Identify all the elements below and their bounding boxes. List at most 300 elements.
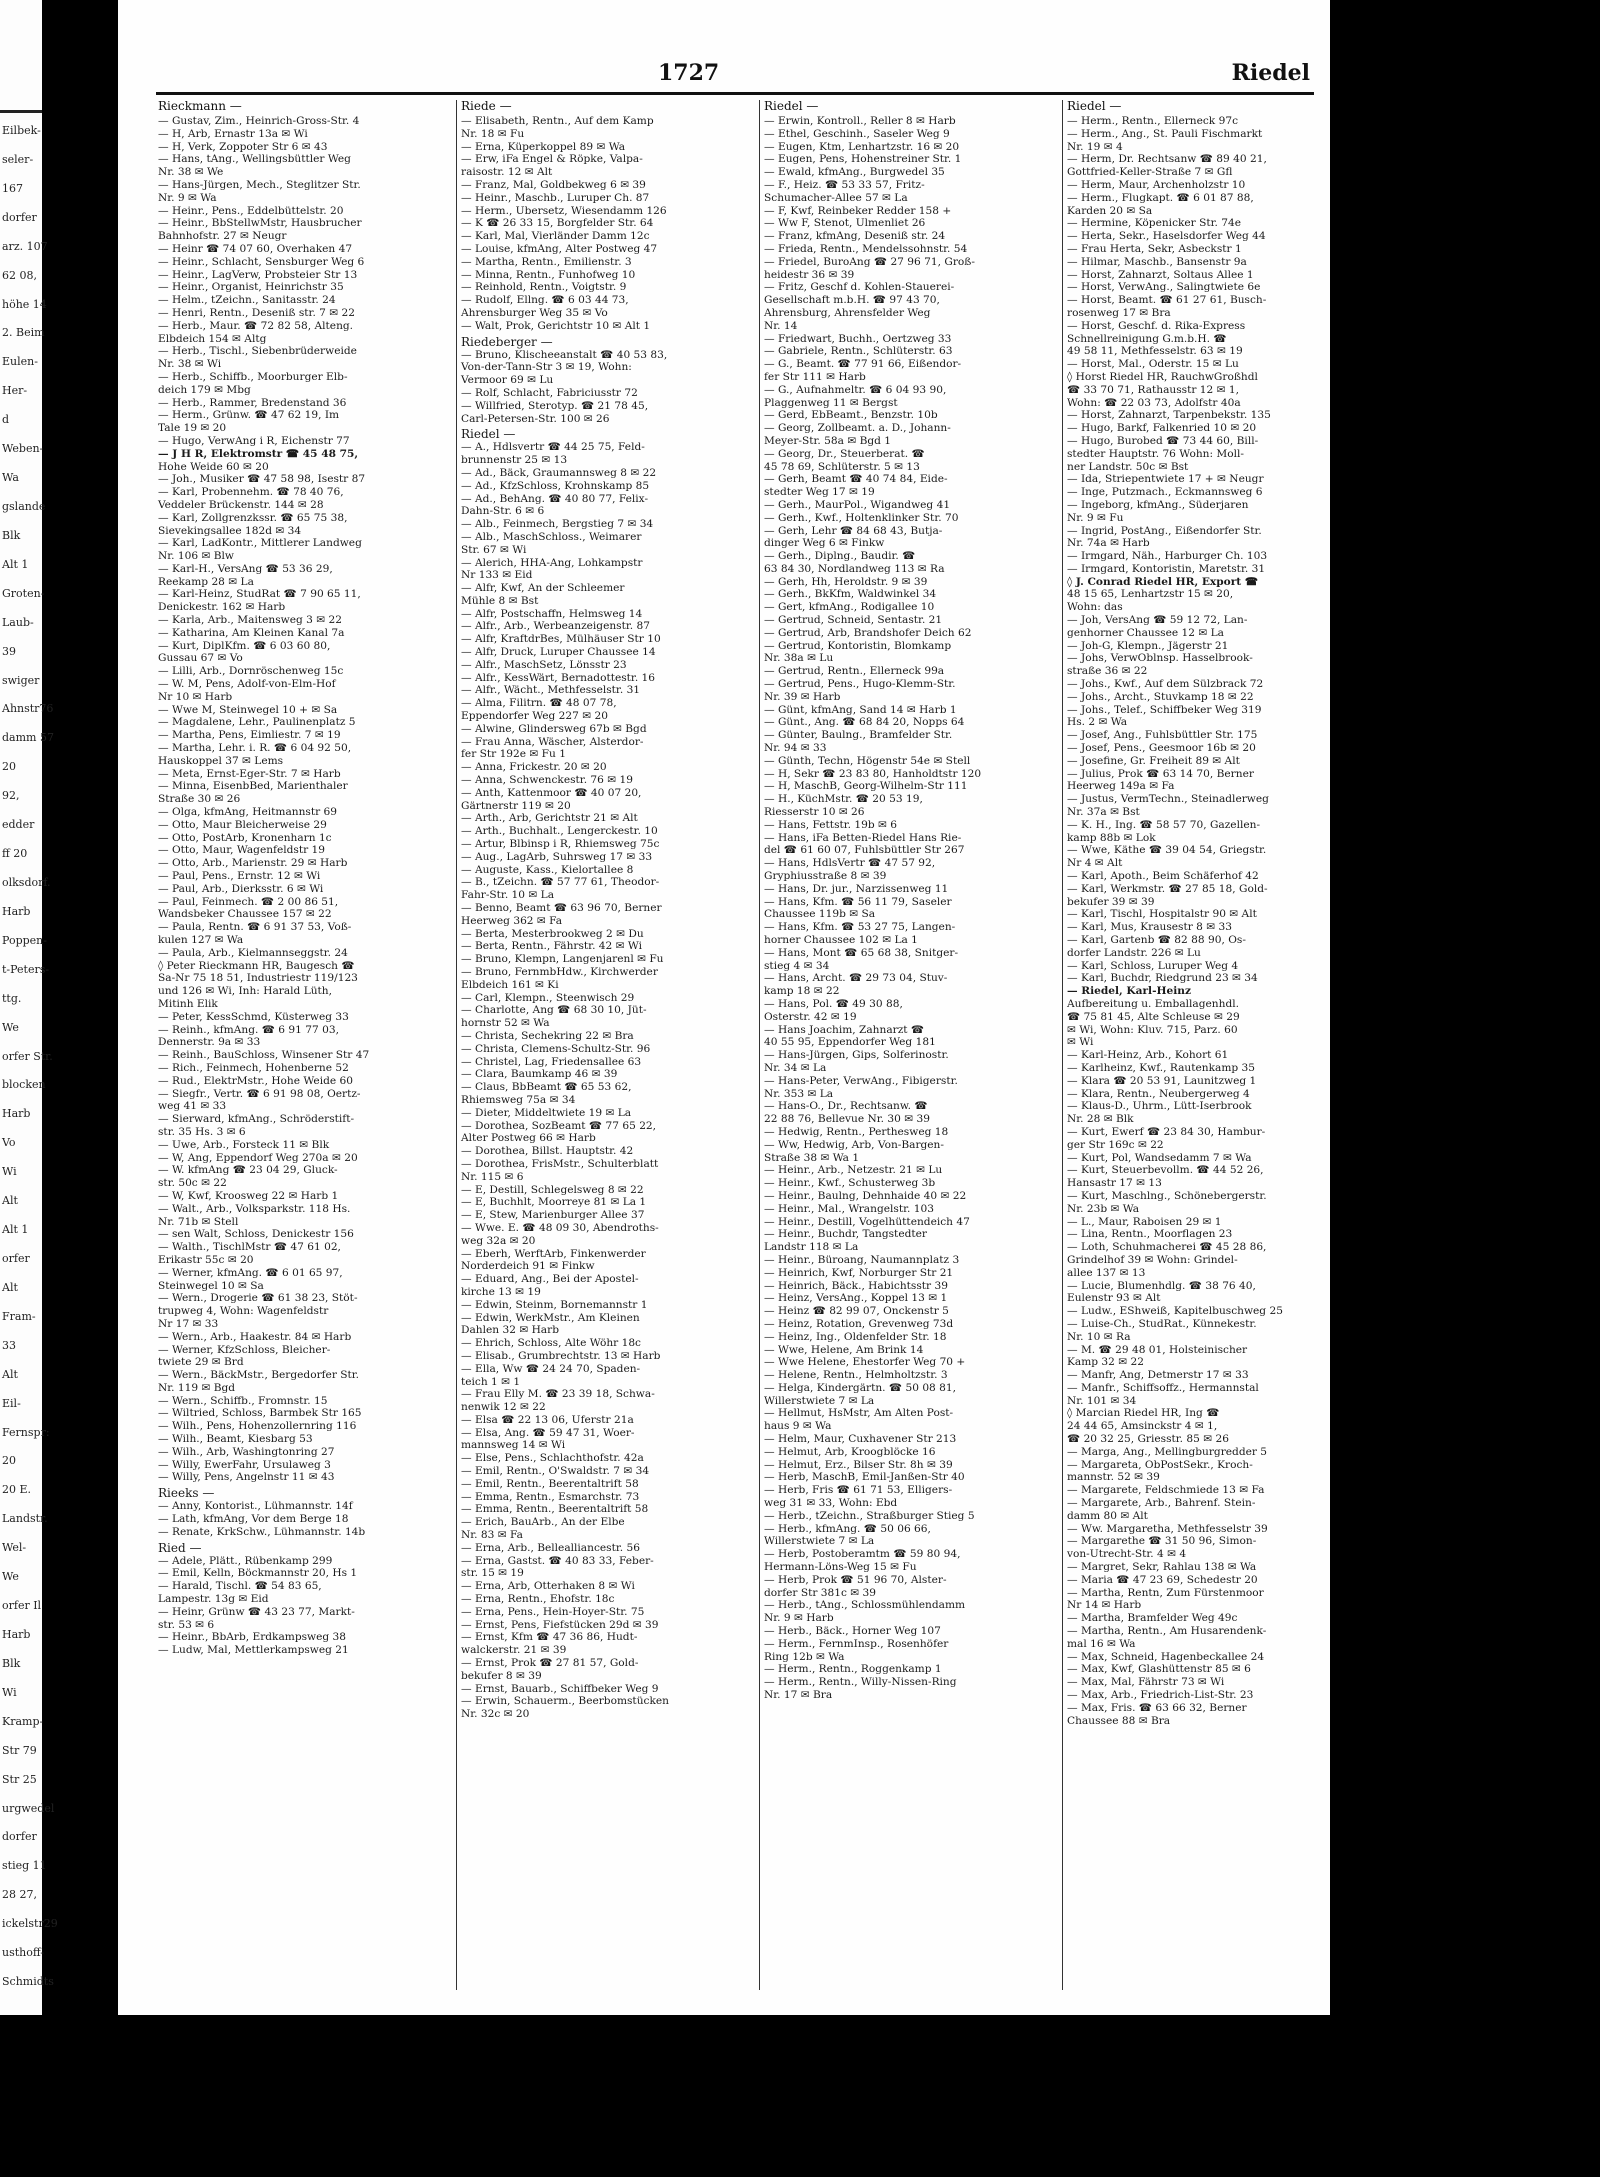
directory-entry: Nr. 14 [764,319,798,332]
directory-entry: Nr. 9 ✉ Fu [1067,511,1124,524]
directory-entry: — Manfr., Schiffsoffz., Hermannstal [1067,1381,1259,1394]
directory-entry: — Paula, Arb., Kielmannseggstr. 24 [158,946,348,959]
directory-entry: — Gerd, EbBeamt., Benzstr. 10b [764,409,938,422]
directory-entry: — E, Buchhlt, Moorreye 81 ✉ La 1 [461,1196,647,1209]
directory-entry: ◊ Peter Rieckmann HR, Baugesch ☎ [158,959,355,972]
directory-entry: — Reinh., kfmAng. ☎ 6 91 77 03, [158,1023,339,1036]
directory-entry: — Henri, Rentn., Deseniß str. 7 ✉ 22 [158,306,356,319]
directory-entry: — Olga, kfmAng, Heitmannstr 69 [158,806,338,819]
directory-entry: — Alb., MaschSchloss., Weimarer [461,530,642,543]
directory-entry: — Martha, Rentn., Am Husarendenk- [1067,1625,1267,1638]
directory-entry: — Charlotte, Ang ☎ 68 30 10, Jüt- [461,1004,647,1017]
directory-entry: Gussau 67 ✉ Vo [158,652,243,665]
directory-entry: — Ehrich, Schloss, Alte Wöhr 18c [461,1337,641,1350]
directory-entry: Meyer-Str. 58a ✉ Bgd 1 [764,434,892,447]
directory-entry: — Else, Pens., Schlachthofstr. 42a [461,1452,644,1465]
entry-list [158,115,450,1657]
fragment-text: 39 [2,644,16,658]
directory-entry: — Otto, PostArb, Kronenharn 1c [158,831,332,844]
directory-entry: — Eberh, WerftArb, Finkenwerder [461,1247,646,1260]
directory-entry: Erikastr 55c ✉ 20 [158,1253,254,1266]
fragment-text: arz. 107 [2,239,48,253]
fragment-text: stieg 11 [2,1859,47,1873]
directory-entry: Nr 17 ✉ 33 [158,1317,219,1330]
directory-entry: Gesellschaft m.b.H. ☎ 97 43 70, [764,294,940,307]
directory-entry: — Katharina, Am Kleinen Kanal 7a [158,626,345,639]
directory-entry: 49 58 11, Methfesselstr. 63 ✉ 19 [1067,345,1243,358]
directory-entry: — Günth, Techn, Högenstr 54e ✉ Stell [764,754,971,767]
directory-entry: — Margareta, ObPostSekr., Kroch- [1067,1458,1253,1471]
fragment-text: 92, [2,789,20,803]
directory-entry: Nr. 353 ✉ La [764,1087,834,1100]
directory-entry: — Margarete, Arb., Bahrenf. Stein- [1067,1497,1256,1510]
directory-entry: — Artur, Blbinsp i R, Rhiemsweg 75c [461,838,660,851]
directory-entry: — Eugen, Ktm, Lenhartzstr. 16 ✉ 20 [764,140,960,153]
directory-entry: — Hans-Peter, VerwAng., Fibigerstr. [764,1074,958,1087]
fragment-text: usthoff- [2,1946,44,1960]
directory-entry: — Klara ☎ 20 53 91, Launitzweg 1 [1067,1074,1257,1087]
directory-entry: Fahr-Str. 10 ✉ La [461,889,555,902]
directory-entry: Lampestr. 13g ✉ Eid [158,1593,269,1606]
directory-entry: — Karl, Probennehm. ☎ 78 40 76, [158,486,344,499]
fragment-text: dorfer [2,1830,37,1844]
directory-entry: — Emil, Rentn., Beerentaltrift 58 [461,1477,639,1490]
directory-entry: — Hans, Fettstr. 19b ✉ 6 [764,818,898,831]
directory-entry: — Arth., Arb, Gerichtstr 21 ✉ Alt [461,812,638,825]
fragment-text: swiger [2,673,40,687]
directory-entry: — Dorothea, SozBeamt ☎ 77 65 22, [461,1119,657,1132]
fragment-text: Vo [2,1136,16,1150]
directory-entry: — G., Beamt. ☎ 77 91 66, Eißendor- [764,358,962,371]
directory-entry: Nr. 106 ✉ Blw [158,550,234,563]
directory-entry: — Ad., KfzSchloss, Krohnskamp 85 [461,479,650,492]
directory-entry: Nr. 94 ✉ 33 [764,742,827,755]
directory-entry: — Herb., tZeichn., Straßburger Stieg 5 [764,1509,975,1522]
directory-entry: Gottfried-Keller-Straße 7 ✉ Gfl [1067,166,1233,179]
fragment-text: Blk [2,1656,21,1670]
directory-entry: Carl-Petersen-Str. 100 ✉ 26 [461,412,610,425]
directory-entry: — Minna, Rentn., Funhofweg 10 [461,268,636,281]
directory-entry: — Erich, BauArb., An der Elbe [461,1516,625,1529]
directory-entry: — Hans-Jürgen, Mech., Steglitzer Str. [158,178,361,191]
directory-entry: del ☎ 61 60 07, Fuhlsbüttler Str 267 [764,844,965,857]
directory-entry: — Auguste, Kass., Kielortallee 8 [461,863,634,876]
previous-page-rule [0,110,42,113]
directory-entry: — Erna, Pens., Hein-Hoyer-Str. 75 [461,1605,645,1618]
directory-entry: — Gerh., Diplng., Baudir. ☎ [764,550,916,563]
directory-entry: — Wilh., Arb, Washingtonring 27 [158,1445,335,1458]
directory-entry: — Fritz, Geschf d. Kohlen-Stauerei- [764,281,955,294]
directory-entry: — Franz, kfmAng, Deseniß str. 24 [764,230,946,243]
directory-entry: 48 15 65, Lenhartzstr 15 ✉ 20, [1067,588,1234,601]
directory-entry: — Herb, Prok ☎ 51 96 70, Alster- [764,1573,947,1586]
directory-entry: — Harald, Tischl. ☎ 54 83 65, [158,1580,322,1593]
directory-entry: — Hugo, VerwAng i R, Eichenstr 77 [158,434,350,447]
directory-entry: Hohe Weide 60 ✉ 20 [158,460,269,473]
directory-entry: — Manfr, Ang, Detmerstr 17 ✉ 33 [1067,1369,1249,1382]
directory-entry: — Heinr., Buchdr, Tangstedter [764,1228,927,1241]
directory-entry: Sa-Nr 75 18 51, Industriestr 119/123 [158,972,358,985]
directory-entry: — Luise-Ch., StudRat., Künnekestr. [1067,1317,1257,1330]
directory-entry: Sievekingsallee 182d ✉ 34 [158,524,302,537]
directory-page [118,0,1330,2015]
directory-entry: — Karl, LadKontr., Mittlerer Landweg [158,537,362,550]
directory-entry: — Günt, kfmAng, Sand 14 ✉ Harb 1 [764,703,957,716]
directory-entry: — Ludw., EShweiß, Kapitelbuschweg 25 [1067,1305,1283,1318]
directory-entry: Nr. 38 ✉ We [158,166,224,179]
directory-entry: — Riedel, Karl-Heinz [1067,985,1191,998]
directory-entry: — A., Hdlsvertr ☎ 44 25 75, Feld- [461,441,645,454]
directory-entry: — Hans, Archt. ☎ 29 73 04, Stuv- [764,972,948,985]
directory-entry: raisostr. 12 ✉ Alt [461,166,553,179]
directory-entry: — Werner, KfzSchloss, Bleicher- [158,1343,331,1356]
surname-heading: Rieeks — [158,1486,215,1501]
directory-entry: — Carl, Klempn., Steenwisch 29 [461,991,635,1004]
directory-entry: — Wern., BäckMstr., Bergedorfer Str. [158,1369,360,1382]
directory-entry: — Max, Fris. ☎ 63 66 32, Berner [1067,1701,1247,1714]
directory-entry: — Elsa ☎ 22 13 06, Uferstr 21a [461,1413,634,1426]
directory-entry: — Ludw, Mal, Mettlerkampsweg 21 [158,1644,349,1657]
directory-entry: — Gerh., BkKfm, Waldwinkel 34 [764,588,937,601]
page-number: 1727 [658,60,720,86]
directory-entry: Steinwegel 10 ✉ Sa [158,1279,264,1292]
directory-entry: — Herm., Rentn., Roggenkamp 1 [764,1663,942,1676]
directory-entry: — Bruno, FernmbHdw., Kirchwerder [461,966,658,978]
fragment-text: orfer [2,1252,30,1265]
directory-entry: — Johs., Archt., Stuvkamp 18 ✉ 22 [1067,690,1254,703]
directory-entry: — Heinr., BbArb, Erdkampsweg 38 [158,1631,347,1644]
directory-entry: Tale 19 ✉ 20 [158,422,227,435]
directory-entry: — Alb., Feinmech, Bergstieg 7 ✉ 34 [461,518,654,531]
directory-entry: — Herb., Schiffb., Moorburger Elb- [158,370,348,383]
fragment-text: Weben- [2,442,44,456]
directory-entry: — Ad., BehAng. ☎ 40 80 77, Felix- [461,492,649,505]
directory-entry: straße 36 ✉ 22 [1067,665,1148,678]
directory-entry: — Hans, iFa Betten-Riedel Hans Rie- [764,831,962,844]
directory-entry: — Heinz, Rotation, Grevenweg 73d [764,1317,954,1330]
directory-entry: — H, Sekr ☎ 23 83 80, Hanholdtstr 120 [764,767,982,780]
directory-entry: — Max, Mal, Fährstr 73 ✉ Wi [1067,1676,1225,1689]
directory-entry: — Heinr., Maschb., Luruper Ch. 87 [461,191,650,204]
directory-entry: — Siegfr., Vertr. ☎ 6 91 98 08, Oertz- [158,1087,361,1100]
directory-entry: — Otto, Arb., Marienstr. 29 ✉ Harb [158,857,348,870]
fragment-text: urgwedel [2,1801,55,1815]
directory-entry: — Herm., FernmInsp., Rosenhöfer [764,1637,949,1650]
directory-entry: — Gerh, Hh, Heroldstr. 9 ✉ 39 [764,575,928,588]
directory-entry: dinger Weg 6 ✉ Finkw [764,537,885,550]
directory-entry: Ahrensburg, Ahrensfelder Weg [764,306,931,319]
directory-entry: — Karl-Heinz, Arb., Kohort 61 [1067,1049,1229,1062]
directory-entry: — Ingrid, PostAng., Eißendorfer Str. [1067,524,1262,537]
directory-entry: — Wwe M, Steinwegel 10 + ✉ Sa [158,703,338,716]
fragment-text: orfer Str. [2,1049,53,1063]
directory-entry: Willerstwiete 7 ✉ La [764,1535,875,1548]
directory-entry: — Herm., Grünw. ☎ 47 62 19, Im [158,409,340,422]
directory-entry: — Friedel, BuroAng ☎ 27 96 71, Groß- [764,255,975,268]
fragment-text: Landstr. [2,1512,48,1526]
directory-entry: mannsweg 14 ✉ Wi [461,1439,566,1452]
directory-entry: — Herb., tAng., Schlossmühlendamm [764,1599,966,1612]
directory-entry: — Christel, Lag, Friedensallee 63 [461,1055,642,1068]
directory-entry: str. 35 Hs. 3 ✉ 6 [158,1125,246,1138]
directory-entry: — Heinr., Baulng, Dehnhaide 40 ✉ 22 [764,1189,967,1202]
directory-entry: genhorner Chaussee 12 ✉ La [1067,626,1224,639]
directory-entry: — Minna, EisenbBed, Marienthaler [158,780,348,793]
directory-entry: — Dorothea, Billst. Hauptstr. 42 [461,1145,634,1158]
directory-entry: — Horst, Geschf. d. Rika-Express [1067,319,1246,332]
fragment-text: ff 20 [2,847,28,861]
directory-entry: — K. H., Ing. ☎ 58 57 70, Gazellen- [1067,818,1261,831]
directory-entry: — Joh, VersAng ☎ 59 12 72, Lan- [1067,614,1248,627]
directory-entry: Nr. 32c ✉ 20 [461,1708,530,1721]
directory-entry: hornstr 52 ✉ Wa [461,1017,550,1030]
directory-entry: str. 50c ✉ 22 [158,1177,227,1190]
fragment-text: We [2,1020,19,1034]
directory-entry: — Arth., Buchhalt., Lengerckestr. 10 [461,825,658,838]
directory-entry: — Karl, Apoth., Beim Schäferhof 42 [1067,870,1259,883]
directory-entry: — Erna, Küperkoppel 89 ✉ Wa [461,140,626,153]
directory-entry: nenwik 12 ✉ 22 [461,1401,546,1414]
directory-entry: Straße 38 ✉ Wa 1 [764,1151,860,1164]
directory-entry: — Heinr., Büroang, Naumannplatz 3 [764,1253,960,1266]
directory-entry: — Martha, Pens, Eimliestr. 7 ✉ 19 [158,729,341,742]
fragment-text: orfer Il [2,1599,42,1613]
column-2 [461,100,753,1721]
directory-entry: — Hans-Jürgen, Gips, Solferinostr. [764,1049,949,1062]
directory-entry: fer Str 111 ✉ Harb [764,370,866,383]
directory-entry: — E, Stew, Marienburger Allee 37 [461,1209,645,1222]
directory-entry: — Herb., Tischl., Siebenbrüderweide [158,345,357,358]
directory-entry: — Frieda, Rentn., Mendelssohnstr. 54 [764,242,968,255]
fragment-text: Wi [2,1165,17,1179]
directory-entry: — Ewald, kfmAng., Burgwedel 35 [764,166,945,179]
directory-entry: Nr. 18 ✉ Fu [461,127,525,140]
directory-entry: Nr. 37a ✉ Bst [1067,806,1140,819]
directory-entry: — Eugen, Pens, Hohenstreiner Str. 1 [764,153,962,166]
directory-entry: Straße 30 ✉ 26 [158,793,241,806]
directory-entry: — Heinr ☎ 74 07 60, Overhaken 47 [158,242,353,255]
directory-entry: Nr. 10 ✉ Ra [1067,1330,1131,1343]
directory-entry: — Reinhold, Rentn., Voigtstr. 9 [461,281,627,294]
directory-entry: — Herb., Bäck., Horner Weg 107 [764,1625,941,1638]
directory-entry: — Heinr., Mal., Wrangelstr. 103 [764,1202,934,1215]
directory-entry: — Alfr, Kwf, An der Schleemer [461,582,625,595]
fragment-text: Alt 1 [2,1223,29,1237]
fragment-text: ickelstr29 [2,1917,58,1931]
directory-entry: — Emma, Rentn., Esmarchstr. 73 [461,1490,640,1503]
directory-entry: 24 44 65, Amsinckstr 4 ✉ 1, [1067,1420,1218,1433]
directory-entry: Nr. 34 ✉ La [764,1061,827,1074]
directory-entry: — Helm., tZeichn., Sanitasstr. 24 [158,294,336,307]
fragment-text: gslande [2,500,46,513]
directory-entry: — Martha, Lehr. i. R. ☎ 6 04 92 50, [158,742,352,755]
directory-entry: — Inge, Putzmach., Eckmannsweg 6 [1067,486,1263,499]
directory-entry: — J H R, Elektromstr ☎ 45 48 75, [158,447,359,460]
directory-entry: — Ww F, Stenot, Ulmenliet 26 [764,217,926,230]
directory-entry: — Otto, Maur, Wagenfeldstr 19 [158,844,326,857]
directory-entry: — Gert, kfmAng., Rodigallee 10 [764,601,935,614]
directory-entry: — Herm., Flugkapt. ☎ 6 01 87 88, [1067,191,1254,204]
directory-entry: Nr. 9 ✉ Harb [764,1612,834,1625]
directory-entry: — Gerh., MaurPol., Wigandweg 41 [764,498,951,511]
directory-entry: Alter Postweg 66 ✉ Harb [461,1132,596,1145]
directory-entry: — Karl, Schloss, Luruper Weg 4 [1067,959,1239,972]
directory-entry: — Alfr, Druck, Luruper Chaussee 14 [461,646,656,659]
fragment-text: d [2,413,10,427]
directory-entry: — Josef, Ang., Fuhlsbüttler Str. 175 [1067,729,1258,742]
directory-entry: — Herb., kfmAng. ☎ 50 06 66, [764,1522,931,1535]
fragment-text: Poppen- [2,933,47,947]
directory-entry: Nr. 119 ✉ Bgd [158,1381,236,1394]
directory-entry: — Herm., Ubersetz, Wiesendamm 126 [461,204,667,217]
directory-entry: Rhiemsweg 75a ✉ 34 [461,1093,576,1106]
directory-entry: — Helmut, Arb, Kroogblöcke 16 [764,1445,936,1458]
fragment-text: Alt [2,1367,18,1381]
directory-entry: bekufer 39 ✉ 39 [1067,895,1155,908]
directory-entry: — Hans, Mont ☎ 65 68 38, Snitger- [764,946,959,959]
directory-entry: — Irmgard, Kontoristin, Maretstr. 31 [1067,562,1266,575]
directory-entry: — Horst, VerwAng., Salingtwiete 6e [1067,281,1261,294]
directory-entry: walckerstr. 21 ✉ 39 [461,1644,567,1657]
directory-entry: — W, Kwf, Kroosweg 22 ✉ Harb 1 [158,1189,339,1202]
fragment-text: 167 [2,181,23,195]
fragment-text: 62 08, [2,268,37,282]
directory-entry: Dahn-Str. 6 ✉ 6 [461,505,545,518]
directory-entry: Nr. 9 ✉ Wa [158,191,217,204]
directory-entry: — Johs., Kwf., Auf dem Sülzbrack 72 [1067,678,1264,691]
directory-entry: — Lucie, Blumenhdlg. ☎ 38 76 40, [1067,1279,1256,1292]
directory-entry: — L., Maur, Raboisen 29 ✉ 1 [1067,1215,1222,1228]
directory-entry: — Alma, Filitrn. ☎ 48 07 78, [461,697,617,710]
directory-entry: — Berta, Mesterbrookweg 2 ✉ Du [461,927,644,940]
directory-entry: — Wilh., Pens, Hohenzollernring 116 [158,1420,357,1433]
directory-entry: — F., Heiz. ☎ 53 33 57, Fritz- [764,178,925,191]
directory-entry: — Klaus-D., Uhrm., Lütt-Iserbrook [1067,1100,1252,1113]
directory-entry: — Hilmar, Maschb., Bansenstr 9a [1067,255,1247,268]
directory-entry: — Renate, KrkSchw., Lühmannstr. 14b [158,1525,366,1538]
directory-entry: Norderdeich 91 ✉ Finkw [461,1260,595,1273]
fragment-text: höhe 14 [2,297,47,311]
directory-entry: — Heinz ☎ 82 99 07, Onckenstr 5 [764,1305,949,1318]
directory-entry: heidestr 36 ✉ 39 [764,268,855,281]
directory-entry: — Martha, Rentn., Emilienstr. 3 [461,255,632,268]
directory-entry: 63 84 30, Nordlandweg 113 ✉ Ra [764,562,945,575]
directory-entry: — Rich., Feinmech, Hohenberne 52 [158,1061,349,1074]
directory-entry: — H, MaschB, Georg-Wilhelm-Str 111 [764,780,968,793]
directory-entry: — Karl, Werkmstr. ☎ 27 85 18, Gold- [1067,882,1268,895]
directory-entry: ☎ 33 70 71, Rathausstr 12 ✉ 1, [1067,383,1239,396]
directory-entry: — Johs, VerwOblnsp. Hasselbrook- [1067,652,1253,665]
directory-entry: Schnellreinigung G.m.b.H. ☎ [1067,332,1227,345]
directory-entry: — Hellmut, HsMstr, Am Alten Post- [764,1407,954,1420]
directory-entry: Chaussee 119b ✉ Sa [764,908,876,921]
fragment-text: Harb [2,904,31,918]
directory-entry: Bahnhofstr. 27 ✉ Neugr [158,230,287,243]
directory-entry: — Helga, Kindergärtn. ☎ 50 08 81, [764,1381,957,1394]
directory-entry: — Heinr, Grünw ☎ 43 23 77, Markt- [158,1605,355,1618]
directory-entry: von-Utrecht-Str. 4 ✉ 4 [1067,1548,1187,1561]
directory-entry: — Gertrud, Arb, Brandshofer Deich 62 [764,626,972,639]
directory-entry: — Ernst, Kfm ☎ 47 36 86, Hudt- [461,1631,638,1644]
directory-entry: — Rud., ElektrMstr., Hohe Weide 60 [158,1074,353,1087]
directory-entry: — Heinr., Arb., Netzestr. 21 ✉ Lu [764,1164,943,1177]
directory-entry: — Herm, Dr. Rechtsanw ☎ 89 40 21, [1067,153,1267,166]
directory-entry: — Franz, Mal, Goldbekweg 6 ✉ 39 [461,178,646,191]
directory-entry: — Friedwart, Buchh., Oertzweg 33 [764,332,952,345]
directory-entry: Ahrensburger Weg 35 ✉ Vo [461,306,608,319]
directory-entry: — Emil, Kelln, Böckmannstr 20, Hs 1 [158,1567,358,1580]
directory-entry: Schumacher-Allee 57 ✉ La [764,191,908,204]
directory-entry: — Marga, Ang., Mellingburgredder 5 [1067,1445,1268,1458]
directory-entry: — Frau Elly M. ☎ 23 39 18, Schwa- [461,1388,655,1401]
fragment-text: Blk [2,528,21,542]
directory-entry: kirche 13 ✉ 19 [461,1285,541,1298]
directory-entry: — Louise, kfmAng, Alter Postweg 47 [461,242,658,255]
fragment-text: olksdorf. [2,876,51,889]
directory-entry: — Alerich, HHA-Ang, Lohkampstr [461,556,643,569]
directory-entry: Gärtnerstr 119 ✉ 20 [461,799,571,812]
directory-entry: — Rudolf, Ellng. ☎ 6 03 44 73, [461,294,629,307]
fragment-text: Eil- [2,1396,21,1410]
directory-entry: — Klara, Rentn., Neubergerweg 4 [1067,1087,1250,1100]
directory-entry: — Hans, Pol. ☎ 49 30 88, [764,997,903,1010]
directory-entry: Eulenstr 93 ✉ Alt [1067,1292,1161,1305]
directory-entry: — Ad., Bäck, Graumannsweg 8 ✉ 22 [461,466,657,479]
directory-entry: — W. M, Pens, Adolf-von-Elm-Hof [158,678,336,691]
header-rule [156,92,1314,95]
directory-entry: Nr. 28 ✉ Blk [1067,1113,1134,1126]
directory-entry: — Horst, Zahnarzt, Tarpenbekstr. 135 [1067,409,1271,422]
directory-entry: Nr. 74a ✉ Harb [1067,537,1150,550]
directory-entry: — Ella, Ww ☎ 24 24 70, Spaden- [461,1362,641,1375]
directory-entry: — Alfr., MaschSetz, Lönsstr 23 [461,658,627,671]
directory-entry: — Heinr., LagVerw, Probsteier Str 13 [158,268,358,281]
directory-entry: — Christa, Sechekring 22 ✉ Bra [461,1029,634,1042]
directory-entry: Nr. 17 ✉ Bra [764,1689,833,1702]
directory-entry: — E, Destill, Schlegelsweg 8 ✉ 22 [461,1183,644,1196]
directory-entry: — Hugo, Burobed ☎ 73 44 60, Bill- [1067,434,1259,447]
directory-entry: Wandsbeker Chaussee 157 ✉ 22 [158,908,332,921]
directory-entry: — Ww, Hedwig, Arb, Von-Bargen- [764,1138,944,1151]
directory-entry: Nr 133 ✉ Eid [461,569,533,582]
directory-entry: twiete 29 ✉ Brd [158,1356,244,1369]
directory-entry: — Heinr., Destill, Vogelhüttendeich 47 [764,1215,970,1228]
directory-entry: — Adele, Plätt., Rübenkamp 299 [158,1554,333,1567]
directory-entry: Nr. 39 ✉ Harb [764,690,841,703]
directory-entry: — Karl-H., VersAng ☎ 53 36 29, [158,562,333,575]
directory-entry: — Wilh., Beamt, Kiesbarg 53 [158,1433,313,1446]
directory-entry: ☎ 20 32 25, Griesstr. 85 ✉ 26 [1067,1433,1229,1446]
directory-entry: — Lilli, Arb., Dornröschenweg 15c [158,665,344,678]
directory-entry: — Heinrich, Kwf, Norburger Str 21 [764,1266,954,1279]
directory-entry: — Willy, Pens, Angelnstr 11 ✉ 43 [158,1471,335,1484]
directory-entry: — Josefine, Gr. Freiheit 89 ✉ Alt [1067,754,1240,767]
directory-entry: — Alfr., KessWärt, Bernadottestr. 16 [461,671,656,684]
directory-entry: — Edwin, WerkMstr., Am Kleinen [461,1311,640,1324]
directory-entry: — Max, Arb., Friedrich-List-Str. 23 [1067,1689,1254,1702]
directory-entry: — Johs., Telef., Schiffbeker Weg 319 [1067,703,1262,716]
directory-entry: — Günter, Baulng., Bramfelder Str. [764,729,953,742]
directory-entry: — Heinr., Kwf., Schusterweg 3b [764,1177,936,1190]
directory-entry: — Herm., Ang., St. Pauli Fischmarkt [1067,127,1263,140]
directory-entry: — Karl, Mus, Krausestr 8 ✉ 33 [1067,921,1232,934]
directory-entry: — Ethel, Geschinh., Saseler Weg 9 [764,127,950,140]
fragment-text: Str 79 [2,1743,37,1757]
directory-entry: — Günt., Ang. ☎ 68 84 20, Nopps 64 [764,716,965,729]
directory-entry: — Eduard, Ang., Bei der Apostel- [461,1273,639,1286]
directory-entry: Hansastr 17 ✉ 13 [1067,1177,1162,1190]
fragment-text: Harb [2,1107,31,1121]
